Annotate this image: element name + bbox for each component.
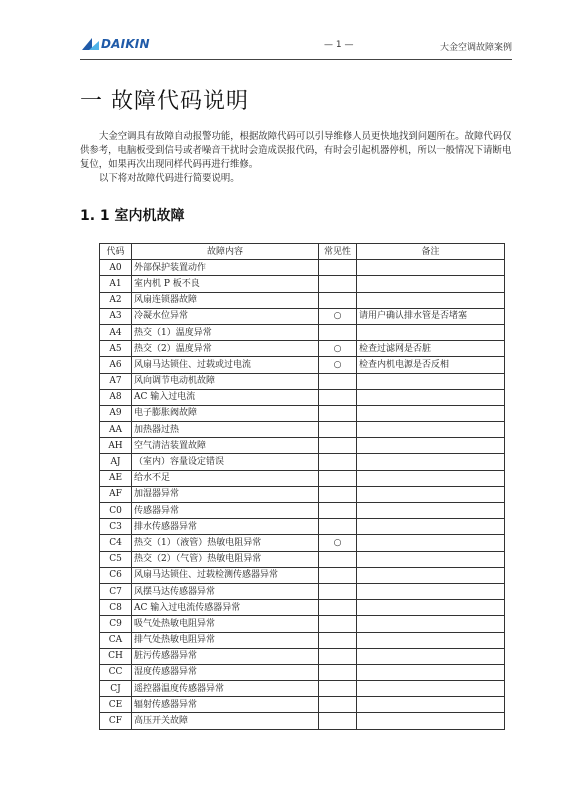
remark-cell	[357, 519, 505, 535]
fault-description-cell: 吸气处热敏电阻异常	[132, 616, 319, 632]
frequency-cell	[319, 697, 357, 713]
remark-cell	[357, 422, 505, 438]
table-row	[100, 648, 505, 664]
remark-cell	[357, 600, 505, 616]
frequency-cell	[319, 389, 357, 405]
table-row	[100, 324, 505, 340]
remark-cell	[357, 551, 505, 567]
remark-cell	[357, 567, 505, 583]
frequency-cell	[319, 503, 357, 519]
fault-description-cell: 空气清洁装置故障	[132, 438, 319, 454]
fault-description-cell: 室内机 P 板不良	[132, 276, 319, 292]
remark-cell: 检查内机电源是否反相	[357, 357, 505, 373]
fault-code-table	[99, 243, 505, 730]
fault-code-cell: AF	[100, 486, 132, 502]
remark-cell	[357, 632, 505, 648]
fault-code-cell: CF	[100, 713, 132, 729]
fault-code-cell: AJ	[100, 454, 132, 470]
fault-description-cell: 传感器异常	[132, 503, 319, 519]
fault-code-cell: CE	[100, 697, 132, 713]
table-body	[100, 260, 505, 729]
frequency-cell	[319, 405, 357, 421]
fault-description-cell: 风摆马达传感器异常	[132, 583, 319, 599]
frequency-cell	[319, 519, 357, 535]
remark-cell	[357, 438, 505, 454]
fault-code-cell: C9	[100, 616, 132, 632]
fault-description-cell: 高压开关故障	[132, 713, 319, 729]
table-row	[100, 308, 505, 324]
intro-text	[80, 130, 512, 186]
intro-paragraph: 以下将对故障代码进行简要说明。	[99, 173, 240, 184]
fault-description-cell: AC 输入过电流传感器异常	[132, 600, 319, 616]
fault-description-cell: 排水传感器异常	[132, 519, 319, 535]
table-row	[100, 616, 505, 632]
frequency-cell: ○	[319, 308, 357, 324]
fault-code-cell: A8	[100, 389, 132, 405]
table-row	[100, 535, 505, 551]
remark-cell	[357, 616, 505, 632]
fault-description-cell: 热交（2）（气管）热敏电阻异常	[132, 551, 319, 567]
fault-description-cell: （室内）容量设定错误	[132, 454, 319, 470]
frequency-cell	[319, 373, 357, 389]
table-row	[100, 519, 505, 535]
fault-description-cell: 风扇马达锁住、过载或过电流	[132, 357, 319, 373]
fault-description-cell: 冷凝水位异常	[132, 308, 319, 324]
frequency-cell: ○	[319, 341, 357, 357]
fault-description-cell: 遥控器温度传感器异常	[132, 681, 319, 697]
fault-code-cell: CC	[100, 664, 132, 680]
frequency-cell	[319, 616, 357, 632]
remark-cell	[357, 664, 505, 680]
column-header-remark: 备注	[357, 244, 505, 260]
fault-code-cell: A7	[100, 373, 132, 389]
fault-code-cell: C7	[100, 583, 132, 599]
frequency-cell	[319, 600, 357, 616]
remark-cell	[357, 260, 505, 276]
fault-code-cell: C3	[100, 519, 132, 535]
frequency-cell	[319, 648, 357, 664]
table-row	[100, 503, 505, 519]
column-header-code: 代码	[100, 244, 132, 260]
table-row	[100, 422, 505, 438]
remark-cell: 检查过滤网是否脏	[357, 341, 505, 357]
section-title: 1. 1 室内机故障	[80, 208, 185, 224]
fault-code-cell: AA	[100, 422, 132, 438]
frequency-cell	[319, 260, 357, 276]
remark-cell	[357, 292, 505, 308]
fault-description-cell: 加热器过热	[132, 422, 319, 438]
frequency-cell	[319, 713, 357, 729]
fault-description-cell: 排气处热敏电阻异常	[132, 632, 319, 648]
fault-code-cell: A0	[100, 260, 132, 276]
table-row	[100, 551, 505, 567]
frequency-cell	[319, 422, 357, 438]
table-row	[100, 697, 505, 713]
fault-description-cell: 热交（1）温度异常	[132, 324, 319, 340]
page-title: 一 故障代码说明	[80, 89, 249, 114]
brand-name: DAIKIN	[101, 37, 150, 51]
document-title: 大金空调故障案例	[439, 43, 512, 53]
table-row	[100, 600, 505, 616]
column-header-frequency: 常见性	[319, 244, 357, 260]
fault-code-cell: A6	[100, 357, 132, 373]
frequency-cell	[319, 583, 357, 599]
fault-code-cell: A5	[100, 341, 132, 357]
remark-cell	[357, 648, 505, 664]
frequency-cell	[319, 681, 357, 697]
fault-description-cell: AC 输入过电流	[132, 389, 319, 405]
table-row	[100, 567, 505, 583]
table-row	[100, 681, 505, 697]
remark-cell	[357, 697, 505, 713]
remark-cell	[357, 681, 505, 697]
frequency-cell	[319, 454, 357, 470]
remark-cell: 请用户确认排水管是否堵塞	[357, 308, 505, 324]
fault-code-cell: CH	[100, 648, 132, 664]
table-row	[100, 632, 505, 648]
remark-cell	[357, 713, 505, 729]
fault-description-cell: 给水不足	[132, 470, 319, 486]
remark-cell	[357, 470, 505, 486]
fault-code-cell: C4	[100, 535, 132, 551]
table-row	[100, 583, 505, 599]
table-row	[100, 486, 505, 502]
fault-code-cell: C6	[100, 567, 132, 583]
fault-code-cell: CJ	[100, 681, 132, 697]
frequency-cell: ○	[319, 535, 357, 551]
table-row	[100, 260, 505, 276]
fault-code-cell: A1	[100, 276, 132, 292]
remark-cell	[357, 535, 505, 551]
table-row	[100, 292, 505, 308]
fault-code-cell: C0	[100, 503, 132, 519]
frequency-cell	[319, 551, 357, 567]
fault-code-cell: A9	[100, 405, 132, 421]
fault-code-cell: AH	[100, 438, 132, 454]
table-row	[100, 357, 505, 373]
remark-cell	[357, 389, 505, 405]
table-row	[100, 373, 505, 389]
table-row	[100, 470, 505, 486]
table-row	[100, 405, 505, 421]
fault-description-cell: 风向调节电动机故障	[132, 373, 319, 389]
frequency-cell	[319, 470, 357, 486]
remark-cell	[357, 324, 505, 340]
fault-code-cell: A2	[100, 292, 132, 308]
fault-description-cell: 风扇马达锁住、过载检测传感器异常	[132, 567, 319, 583]
intro-paragraph: 大金空调具有故障自动报警功能，根据故障代码可以引导维修人员更快地找到问题所在。故障代码仅供参考，电脑板受到信号或者噪音干扰时会造成误报代码，有时会引起机器停机，所以一般情况下请断电复位，如果再次出现同样代码再进行维修。	[80, 131, 512, 170]
daikin-triangle-logo-icon	[80, 37, 100, 51]
fault-description-cell: 加湿器异常	[132, 486, 319, 502]
frequency-cell	[319, 567, 357, 583]
fault-description-cell: 脏污传感器异常	[132, 648, 319, 664]
table-row	[100, 438, 505, 454]
fault-code-cell: A3	[100, 308, 132, 324]
table-row	[100, 664, 505, 680]
table-row	[100, 276, 505, 292]
fault-description-cell: 外部保护装置动作	[132, 260, 319, 276]
table-row	[100, 713, 505, 729]
frequency-cell	[319, 664, 357, 680]
fault-description-cell: 辐射传感器异常	[132, 697, 319, 713]
remark-cell	[357, 583, 505, 599]
page-header	[80, 37, 512, 60]
remark-cell	[357, 486, 505, 502]
fault-code-cell: CA	[100, 632, 132, 648]
remark-cell	[357, 454, 505, 470]
remark-cell	[357, 276, 505, 292]
fault-description-cell: 电子膨胀阀故障	[132, 405, 319, 421]
frequency-cell	[319, 276, 357, 292]
column-header-description: 故障内容	[132, 244, 319, 260]
table-row	[100, 454, 505, 470]
page-number: — 1 —	[324, 40, 354, 50]
remark-cell	[357, 373, 505, 389]
remark-cell	[357, 503, 505, 519]
fault-description-cell: 热交（2）温度异常	[132, 341, 319, 357]
fault-code-cell: C5	[100, 551, 132, 567]
frequency-cell	[319, 292, 357, 308]
frequency-cell	[319, 486, 357, 502]
table-header-row	[100, 244, 505, 260]
table-row	[100, 389, 505, 405]
daikin-logo	[80, 37, 150, 51]
fault-code-cell: C8	[100, 600, 132, 616]
fault-description-cell: 风扇连锁器故障	[132, 292, 319, 308]
frequency-cell	[319, 632, 357, 648]
fault-code-cell: AE	[100, 470, 132, 486]
table-row	[100, 341, 505, 357]
fault-code-cell: A4	[100, 324, 132, 340]
frequency-cell	[319, 438, 357, 454]
fault-description-cell: 湿度传感器异常	[132, 664, 319, 680]
frequency-cell	[319, 324, 357, 340]
frequency-cell: ○	[319, 357, 357, 373]
fault-description-cell: 热交（1）（液管）热敏电阻异常	[132, 535, 319, 551]
remark-cell	[357, 405, 505, 421]
